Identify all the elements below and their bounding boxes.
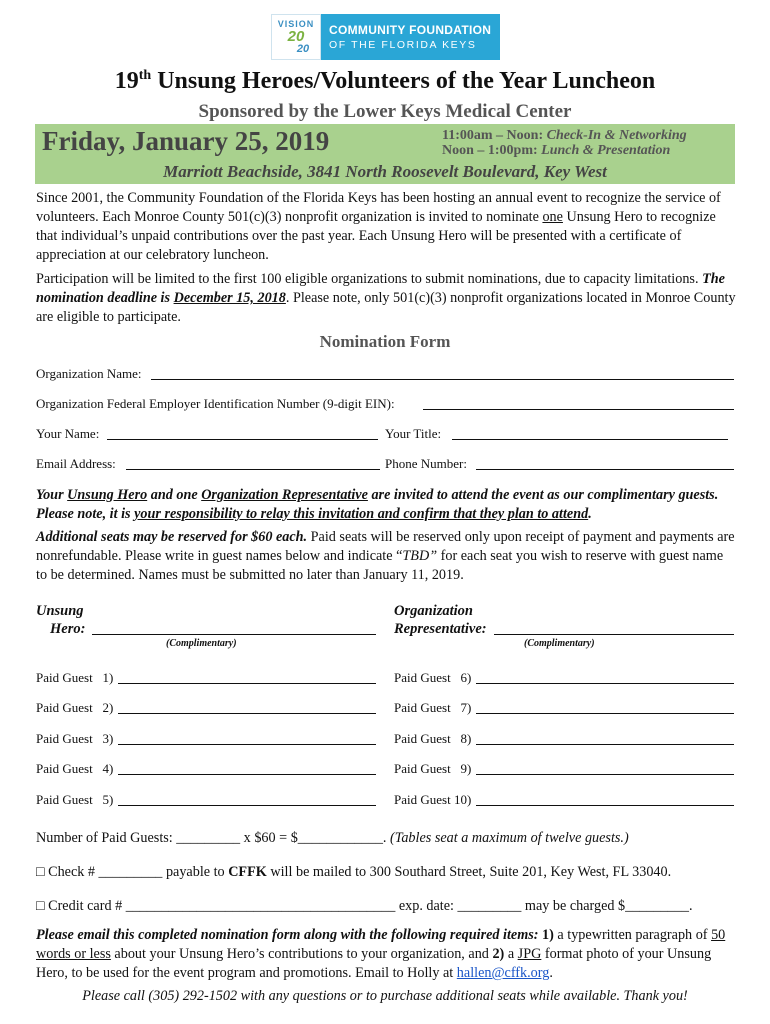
org-name-field[interactable] bbox=[151, 379, 734, 380]
credit-card-line[interactable] bbox=[36, 898, 693, 915]
event-venue: Marriott Beachside, 3841 North Roosevelt Boulevard, Key West bbox=[163, 162, 607, 181]
item-2-number: 2) bbox=[492, 946, 505, 962]
paid-guest-8-label: Paid Guest 8) bbox=[394, 731, 472, 746]
paid-guest-10-field[interactable] bbox=[476, 805, 734, 806]
deadline-date: December 15, 2018 bbox=[173, 290, 286, 306]
hero-label-line2: Hero: bbox=[50, 621, 86, 637]
schedule-desc-2: Lunch & Presentation bbox=[541, 143, 671, 158]
instructions-text-4: format photo of your Unsung Hero, to be used for the event program and promotions. Email to Holly at bbox=[36, 946, 712, 981]
logo-org-banner bbox=[321, 14, 500, 60]
schedule-time-1: 11:00am – Noon: bbox=[442, 128, 547, 143]
email-label: Email Address: bbox=[36, 456, 116, 471]
rep-label-line1: Organization bbox=[394, 603, 473, 619]
ein-label: Organization Federal Employer Identification Number (9-digit EIN): bbox=[36, 396, 395, 411]
rep-complimentary-note: (Complimentary) bbox=[524, 638, 595, 649]
additional-seats-paragraph bbox=[36, 528, 736, 585]
title-text: Unsung Heroes/Volunteers of the Year Luncheon bbox=[151, 68, 656, 94]
intro-paragraph-2 bbox=[36, 270, 736, 327]
logo bbox=[271, 14, 500, 60]
page-title bbox=[0, 68, 770, 95]
your-title-label: Your Title: bbox=[385, 426, 442, 441]
paid-guest-1-label: Paid Guest 1) bbox=[36, 670, 114, 685]
schedule-row-2 bbox=[442, 143, 687, 158]
hero-label-line1: Unsung bbox=[36, 603, 84, 619]
jpg-format: JPG bbox=[517, 946, 542, 962]
intro-p1-text-b: Unsung Hero to recognize that individual’s unpaid contributions over the past year. Each Unsung Hero will be presented with a certificate of appreciation at our celebratory luncheon. bbox=[36, 209, 716, 263]
your-name-label: Your Name: bbox=[36, 426, 100, 441]
tbd-text: TBD” bbox=[402, 548, 438, 564]
deadline-label: The nomination deadline is bbox=[36, 271, 725, 306]
paid-guest-4-field[interactable] bbox=[118, 774, 376, 775]
vision-2020-logo-mark bbox=[271, 14, 321, 60]
event-schedule bbox=[442, 128, 687, 158]
paid-guest-9-label: Paid Guest 9) bbox=[394, 761, 472, 776]
check-payee: CFFK bbox=[228, 864, 267, 880]
logo-org-line1: COMMUNITY FOUNDATION bbox=[329, 23, 492, 37]
paid-guest-2-label: Paid Guest 2) bbox=[36, 700, 114, 715]
title-superscript: th bbox=[138, 68, 152, 83]
credit-card-text: □ Credit card # ______________________________________ exp. date: _________ may be charged $_________. bbox=[36, 898, 693, 914]
logo-20-bottom: 20 bbox=[296, 42, 310, 55]
schedule-desc-1: Check-In & Networking bbox=[546, 128, 687, 143]
intro-p1-one: one bbox=[542, 209, 563, 225]
paid-guest-2-field[interactable] bbox=[118, 713, 376, 714]
phone-field[interactable] bbox=[476, 469, 734, 470]
instructions-text-2: about your Unsung Hero’s contributions to your organization, and bbox=[110, 946, 493, 962]
check-text-b: will be mailed to 300 Southard Street, Suite 201, Key West, FL 33040. bbox=[266, 864, 672, 880]
schedule-row-1 bbox=[442, 128, 687, 143]
email-link[interactable]: hallen@cffk.org bbox=[456, 965, 550, 981]
invite-hero: Unsung Hero bbox=[67, 487, 148, 503]
additional-seats-bold: Additional seats may be reserved for $60 each. bbox=[36, 529, 308, 545]
event-date: Friday, January 25, 2019 bbox=[42, 126, 330, 156]
invite-paragraph bbox=[36, 486, 736, 524]
paid-guest-3-label: Paid Guest 3) bbox=[36, 731, 114, 746]
email-instructions-paragraph bbox=[36, 926, 736, 983]
form-title: Nomination Form bbox=[319, 332, 451, 351]
your-title-field[interactable] bbox=[452, 439, 728, 440]
paid-guest-6-label: Paid Guest 6) bbox=[394, 670, 472, 685]
paid-guest-7-field[interactable] bbox=[476, 713, 734, 714]
invite-text-a3: are invited to attend the event as our complimentary guests. Please note, it is bbox=[36, 487, 719, 522]
check-payment-line[interactable] bbox=[36, 864, 671, 881]
invite-text-a2: and one bbox=[147, 487, 202, 503]
invite-text-a1: Your bbox=[36, 487, 68, 503]
org-representative-label bbox=[394, 602, 487, 638]
word-limit: 50 words or less bbox=[36, 927, 726, 962]
unsung-hero-label bbox=[36, 602, 85, 638]
invite-responsibility: your responsibility to relay this invitation and confirm that they plan to attend bbox=[134, 506, 589, 522]
unsung-hero-field[interactable] bbox=[92, 634, 376, 635]
paid-guest-3-field[interactable] bbox=[118, 744, 376, 745]
table-capacity-note: (Tables seat a maximum of twelve guests.) bbox=[390, 830, 629, 846]
invite-rep: Organization Representative bbox=[201, 487, 368, 503]
phone-label: Phone Number: bbox=[385, 456, 467, 471]
paid-guest-7-label: Paid Guest 7) bbox=[394, 700, 472, 715]
additional-seats-text-1: Paid seats will be reserved only upon receipt of payment and payments are nonrefundable. Please write in guest names below and indicate “ bbox=[36, 529, 735, 564]
org-name-label: Organization Name: bbox=[36, 366, 142, 381]
org-representative-field[interactable] bbox=[494, 634, 734, 635]
paid-guest-9-field[interactable] bbox=[476, 774, 734, 775]
instructions-text-5: . bbox=[549, 965, 553, 981]
paid-guest-10-label: Paid Guest 10) bbox=[394, 792, 472, 807]
instructions-bold: Please email this completed nomination form along with the following required items: bbox=[36, 927, 543, 943]
hero-complimentary-note: (Complimentary) bbox=[166, 638, 237, 649]
additional-seats-text-2: for each seat you wish to reserve with guest name to be determined. Names must be submitted no later than January 11, 2019. bbox=[36, 548, 724, 583]
item-1-number: 1) bbox=[542, 927, 554, 943]
sponsor-line: Sponsored by the Lower Keys Medical Center bbox=[198, 101, 572, 122]
instructions-text-1: a typewritten paragraph of bbox=[553, 927, 712, 943]
ein-field[interactable] bbox=[423, 409, 734, 410]
paid-guest-6-field[interactable] bbox=[476, 683, 734, 684]
paid-guest-count-text: Number of Paid Guests: _________ x $60 = $____________. bbox=[36, 830, 391, 846]
paid-guest-1-field[interactable] bbox=[118, 683, 376, 684]
logo-20-top: 20 bbox=[287, 27, 305, 45]
logo-vision-text: VISION bbox=[277, 18, 315, 29]
paid-guest-8-field[interactable] bbox=[476, 744, 734, 745]
your-name-field[interactable] bbox=[107, 439, 378, 440]
intro-p2-text-b: . Please note, only 501(c)(3) nonprofit organizations located in Monroe County are eligible to participate. bbox=[36, 290, 736, 325]
check-text-a: □ Check # _________ payable to bbox=[36, 864, 229, 880]
email-field[interactable] bbox=[126, 469, 380, 470]
paid-guest-count-line bbox=[36, 830, 629, 847]
call-footer: Please call (305) 292-1502 with any questions or to purchase additional seats while available. Thank you! bbox=[82, 988, 688, 1004]
invite-text-a4: . bbox=[588, 506, 592, 522]
intro-paragraph-1 bbox=[36, 189, 736, 265]
paid-guest-5-label: Paid Guest 5) bbox=[36, 792, 114, 807]
paid-guest-5-field[interactable] bbox=[118, 805, 376, 806]
schedule-time-2: Noon – 1:00pm: bbox=[442, 143, 542, 158]
paid-guest-4-label: Paid Guest 4) bbox=[36, 761, 114, 776]
intro-p1-text-a: Since 2001, the Community Foundation of the Florida Keys has been hosting an annual event to recognize the service of volunteers. Each Monroe County 501(c)(3) nonprofit organization is invited to nominate bbox=[36, 190, 721, 225]
instructions-text-3: a bbox=[504, 946, 518, 962]
intro-p2-text-a: Participation will be limited to the first 100 eligible organizations to submit nominations, due to capacity limitations. bbox=[36, 271, 703, 287]
rep-label-line2: Representative: bbox=[394, 621, 487, 637]
title-number: 19 bbox=[114, 68, 139, 94]
logo-org-line2: OF THE FLORIDA KEYS bbox=[329, 39, 477, 51]
